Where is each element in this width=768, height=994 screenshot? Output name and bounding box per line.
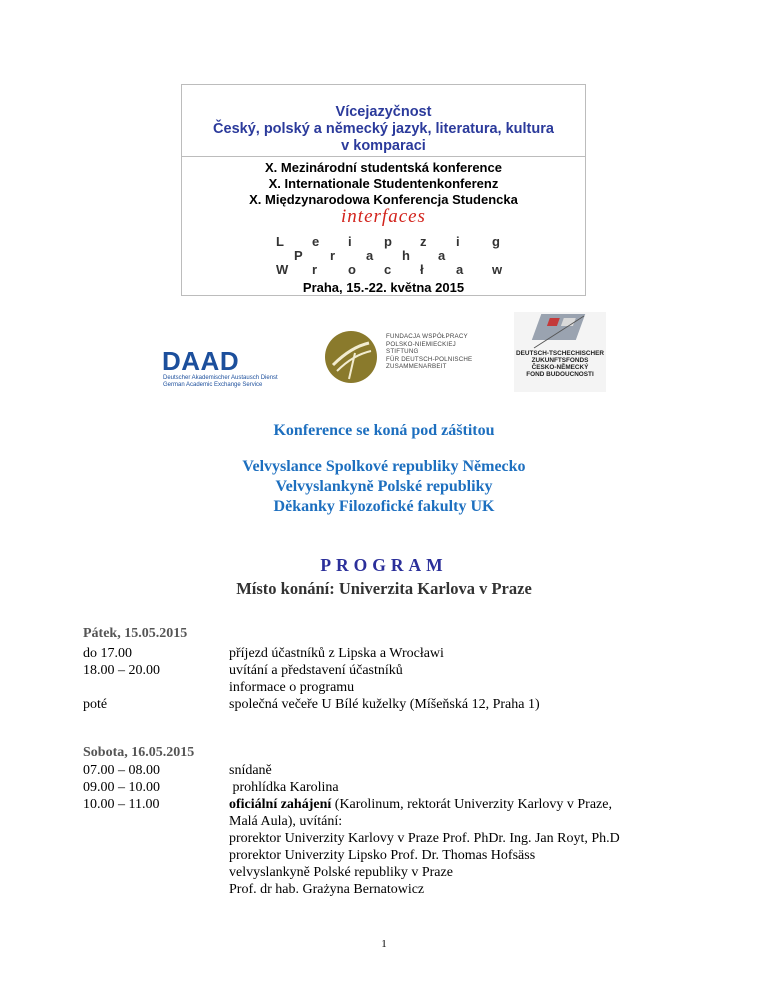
zukunftsfonds-emblem-icon <box>514 312 606 350</box>
city-letter: W <box>276 262 289 277</box>
schedule-time: poté <box>83 697 108 712</box>
patron-poland: Velvyslankyně Polské republiky <box>275 478 493 495</box>
daad-logo <box>162 346 312 396</box>
day-label-saturday: Sobota, 16.05.2015 <box>83 745 195 760</box>
schedule-time: 09.00 – 10.00 <box>83 780 160 795</box>
fundacja-line: STIFTUNG <box>386 348 419 356</box>
city-letter: i <box>348 234 352 249</box>
conference-line-de: X. Internationale Studentenkonferenz <box>268 176 499 191</box>
program-heading: PROGRAM <box>320 555 448 575</box>
city-letter: a <box>366 248 374 263</box>
header-title-line-1: Vícejazyčnost <box>335 104 432 120</box>
program-venue: Místo konání: Univerzita Karlova v Praze <box>236 579 532 598</box>
fundacja-line: ZUSAMMENARBEIT <box>386 363 447 371</box>
city-letter: c <box>384 262 392 277</box>
daad-sub-1: Deutscher Akademischer Austausch Dienst <box>163 375 278 381</box>
interfaces-logo-text: interfaces <box>341 206 426 227</box>
opening-detail: (Karolinum, rektorát Univerzity Karlovy v Praze, <box>331 797 612 812</box>
schedule-activity: prorektor Univerzity Karlovy v Praze Prof. PhDr. Ing. Jan Royt, Ph.D <box>229 831 620 846</box>
zukunftsfonds-text <box>514 350 606 378</box>
header-title-line-3: v komparaci <box>341 138 426 154</box>
schedule-activity: uvítání a představení účastníků <box>229 663 403 678</box>
fundacja-line: FUNDACJA WSPÓŁPRACY <box>386 333 468 340</box>
schedule-time: 07.00 – 08.00 <box>83 763 160 778</box>
fundacja-line: POLSKO-NIEMIECKIEJ <box>386 340 456 348</box>
city-letter: e <box>312 234 320 249</box>
header-divider <box>182 156 585 157</box>
patron-germany: Velvyslance Spolkové republiky Německo <box>242 458 526 475</box>
patron-faculty: Děkanky Filozofické fakulty UK <box>273 498 495 515</box>
daad-logo-subtitle <box>163 375 278 389</box>
city-letter: i <box>456 234 460 249</box>
header-date: Praha, 15.-22. května 2015 <box>302 280 465 295</box>
conference-line-cs: X. Mezinárodní studentská konference <box>265 160 502 175</box>
patronage-intro: Konference se koná pod záštitou <box>273 422 495 439</box>
schedule-activity: Prof. dr hab. Grażyna Bernatowicz <box>229 882 425 897</box>
schedule-activity: snídaně <box>229 763 272 778</box>
city-letter: ł <box>420 262 424 277</box>
city-letter: a <box>456 262 464 277</box>
city-letter: a <box>438 248 446 263</box>
day-label-friday: Pátek, 15.05.2015 <box>83 626 188 641</box>
zukunftsfonds-line: ZUKUNFTSFONDS <box>531 357 589 364</box>
city-letter: w <box>492 262 503 277</box>
fundacja-emblem-icon <box>323 329 379 385</box>
zukunftsfonds-line: FOND BUDOUCNOSTI <box>526 371 594 378</box>
schedule-activity: příjezd účastníků z Lipska a Wrocławi <box>229 646 444 661</box>
city-letter: r <box>330 248 336 263</box>
schedule-activity: velvyslankyně Polské republiky v Praze <box>229 865 453 880</box>
fundacja-logo <box>323 329 503 385</box>
schedule-activity: Malá Aula), uvítání: <box>229 814 343 829</box>
city-letter: h <box>402 248 410 263</box>
schedule-time: do 17.00 <box>83 646 132 661</box>
city-letter: P <box>294 248 303 263</box>
conference-line-pl: X. Międzynarodowa Konferencja Studencka <box>249 192 518 207</box>
daad-sub-2: German Academic Exchange Service <box>163 382 263 388</box>
city-letter: g <box>492 234 500 249</box>
fundacja-text <box>386 333 472 371</box>
zukunftsfonds-line: DEUTSCH-TSCHECHISCHER <box>515 350 605 357</box>
schedule-activity: prohlídka Karolina <box>229 780 339 795</box>
city-letter: o <box>348 262 356 277</box>
city-letter: r <box>312 262 318 277</box>
schedule-activity: informace o programu <box>229 680 355 695</box>
city-letter: p <box>384 234 392 249</box>
zukunftsfonds-logo <box>514 312 606 392</box>
schedule-time: 18.00 – 20.00 <box>83 663 160 678</box>
page-number: 1 <box>381 938 387 950</box>
schedule-time: 10.00 – 11.00 <box>83 797 160 812</box>
schedule-activity: společná večeře U Bílé kuželky (Míšeňská 12, Praha 1) <box>229 697 540 712</box>
zukunftsfonds-line: ČESKO-NĚMECKÝ <box>531 364 589 371</box>
schedule-activity: prorektor Univerzity Lipsko Prof. Dr. Thomas Hofsäss <box>229 848 536 863</box>
daad-logo-name: DAAD <box>162 346 240 376</box>
schedule-activity <box>229 797 612 813</box>
header-box <box>181 84 586 296</box>
city-letter: L <box>276 234 284 249</box>
fundacja-line: FÜR DEUTSCH-POLNISCHE <box>386 355 473 363</box>
city-letter: z <box>420 234 427 249</box>
opening-bold: oficiální zahájení <box>229 797 332 812</box>
header-title-line-2: Český, polský a německý jazyk, literatura, kultura <box>213 121 554 137</box>
